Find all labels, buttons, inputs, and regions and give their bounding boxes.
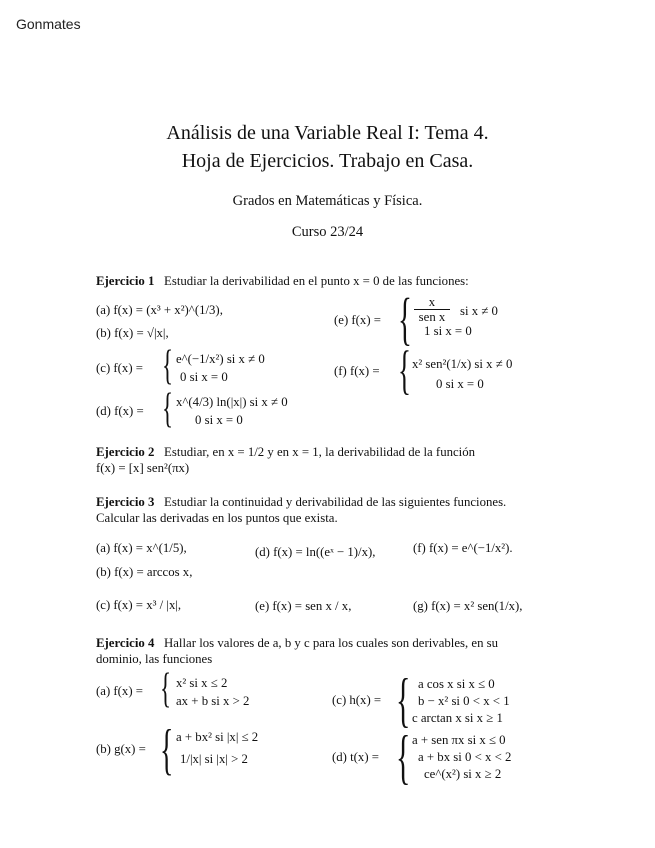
ex4-c-row3: c arctan x si x ≥ 1 [412, 711, 503, 725]
ex1-c-lhs: (c) f(x) = [96, 361, 144, 375]
ex3-g: (g) f(x) = x² sen(1/x), [413, 599, 523, 613]
ex3-c: (c) f(x) = x³ / |x|, [96, 598, 182, 612]
brace-icon: { [398, 340, 411, 400]
ex1-e-den: sen x [418, 310, 446, 324]
ex1-statement: Estudiar la derivabilidad en el punto x = 0 de las funciones: [164, 274, 469, 288]
ex1-c-row2: 0 si x = 0 [180, 370, 228, 384]
ex3-b: (b) f(x) = arccos x, [96, 565, 193, 579]
ex1-e-cond: si x ≠ 0 [460, 304, 498, 318]
ex1-f-row2: 0 si x = 0 [436, 377, 484, 391]
ex1-heading [96, 274, 469, 289]
ex4-a-row2: ax + b si x > 2 [176, 694, 250, 708]
ex4-d-row3: ce^(x²) si x ≥ 2 [424, 767, 502, 781]
ex3-line2: Calcular las derivadas en los puntos que exista. [96, 511, 338, 525]
ex1-e-row2: 1 si x = 0 [424, 324, 472, 338]
ex4-a-lhs: (a) f(x) = [96, 684, 144, 698]
course: Curso 23/24 [291, 224, 364, 240]
ex4-label: Ejercicio 4 [96, 636, 155, 650]
brace-icon: { [162, 386, 174, 432]
ex1-c-row1: e^(−1/x²) si x ≠ 0 [176, 352, 265, 366]
brace-icon: { [162, 343, 174, 389]
brace-icon: { [396, 724, 411, 790]
ex1-f-row1: x² sen²(1/x) si x ≠ 0 [412, 357, 513, 371]
ex1-d-lhs: (d) f(x) = [96, 404, 144, 418]
ex3-a: (a) f(x) = x^(1/5), [96, 541, 187, 555]
ex4-a-row1: x² si x ≤ 2 [176, 676, 228, 690]
brace-icon: { [160, 666, 172, 712]
degrees: Grados en Matemáticas y Física. [232, 193, 423, 209]
brace-icon: { [398, 286, 412, 351]
ex1-f-lhs: (f) f(x) = [334, 364, 380, 378]
ex3-line1: Estudiar la continuidad y derivabilidad de las siguientes funciones. [164, 495, 507, 509]
ex4-heading [96, 636, 498, 651]
ex3-d: (d) f(x) = ln((eˣ − 1)/x), [255, 545, 376, 559]
ex3-e: (e) f(x) = sen x / x, [255, 599, 352, 613]
brace-icon: { [396, 667, 411, 733]
ex4-c-row1: a cos x si x ≤ 0 [418, 677, 495, 691]
title-line2: Hoja de Ejercicios. Trabajo en Casa. [181, 150, 474, 172]
ex4-b-lhs: (b) g(x) = [96, 742, 146, 756]
ex1-e-lhs: (e) f(x) = [334, 313, 382, 327]
title-line1: Análisis de una Variable Real I: Tema 4. [166, 122, 489, 144]
ex4-c-lhs: (c) h(x) = [332, 693, 382, 707]
ex3-f: (f) f(x) = e^(−1/x²). [413, 541, 513, 555]
ex2-line1: Estudiar, en x = 1/2 y en x = 1, la derivabilidad de la función [164, 445, 476, 459]
ex3-label: Ejercicio 3 [96, 495, 155, 509]
ex4-c-row2: b − x² si 0 < x < 1 [418, 694, 510, 708]
app-label: Gonmates [16, 16, 81, 32]
ex1-b: (b) f(x) = √|x|, [96, 326, 169, 340]
ex1-a: (a) f(x) = (x³ + x²)^(1/3), [96, 303, 223, 317]
ex2-line2: f(x) = [x] sen²(πx) [96, 461, 190, 475]
ex4-line1: Hallar los valores de a, b y c para los cuales son derivables, en su [164, 636, 499, 650]
ex4-b-row1: a + bx² si |x| ≤ 2 [176, 730, 259, 744]
ex2-heading [96, 445, 475, 460]
ex4-line2: dominio, las funciones [96, 652, 213, 666]
ex1-e-num: x [414, 296, 450, 310]
ex1-label: Ejercicio 1 [96, 274, 155, 288]
ex2-label: Ejercicio 2 [96, 445, 155, 459]
ex1-d-row2: 0 si x = 0 [195, 413, 243, 427]
ex3-heading [96, 495, 506, 510]
ex4-d-row1: a + sen πx si x ≤ 0 [412, 733, 506, 747]
ex1-d-row1: x^(4/3) ln(|x|) si x ≠ 0 [176, 395, 288, 409]
ex4-d-lhs: (d) t(x) = [332, 750, 380, 764]
ex4-b-row2: 1/|x| si |x| > 2 [180, 752, 248, 766]
ex4-d-row2: a + bx si 0 < x < 2 [418, 750, 512, 764]
brace-icon: { [160, 719, 174, 781]
